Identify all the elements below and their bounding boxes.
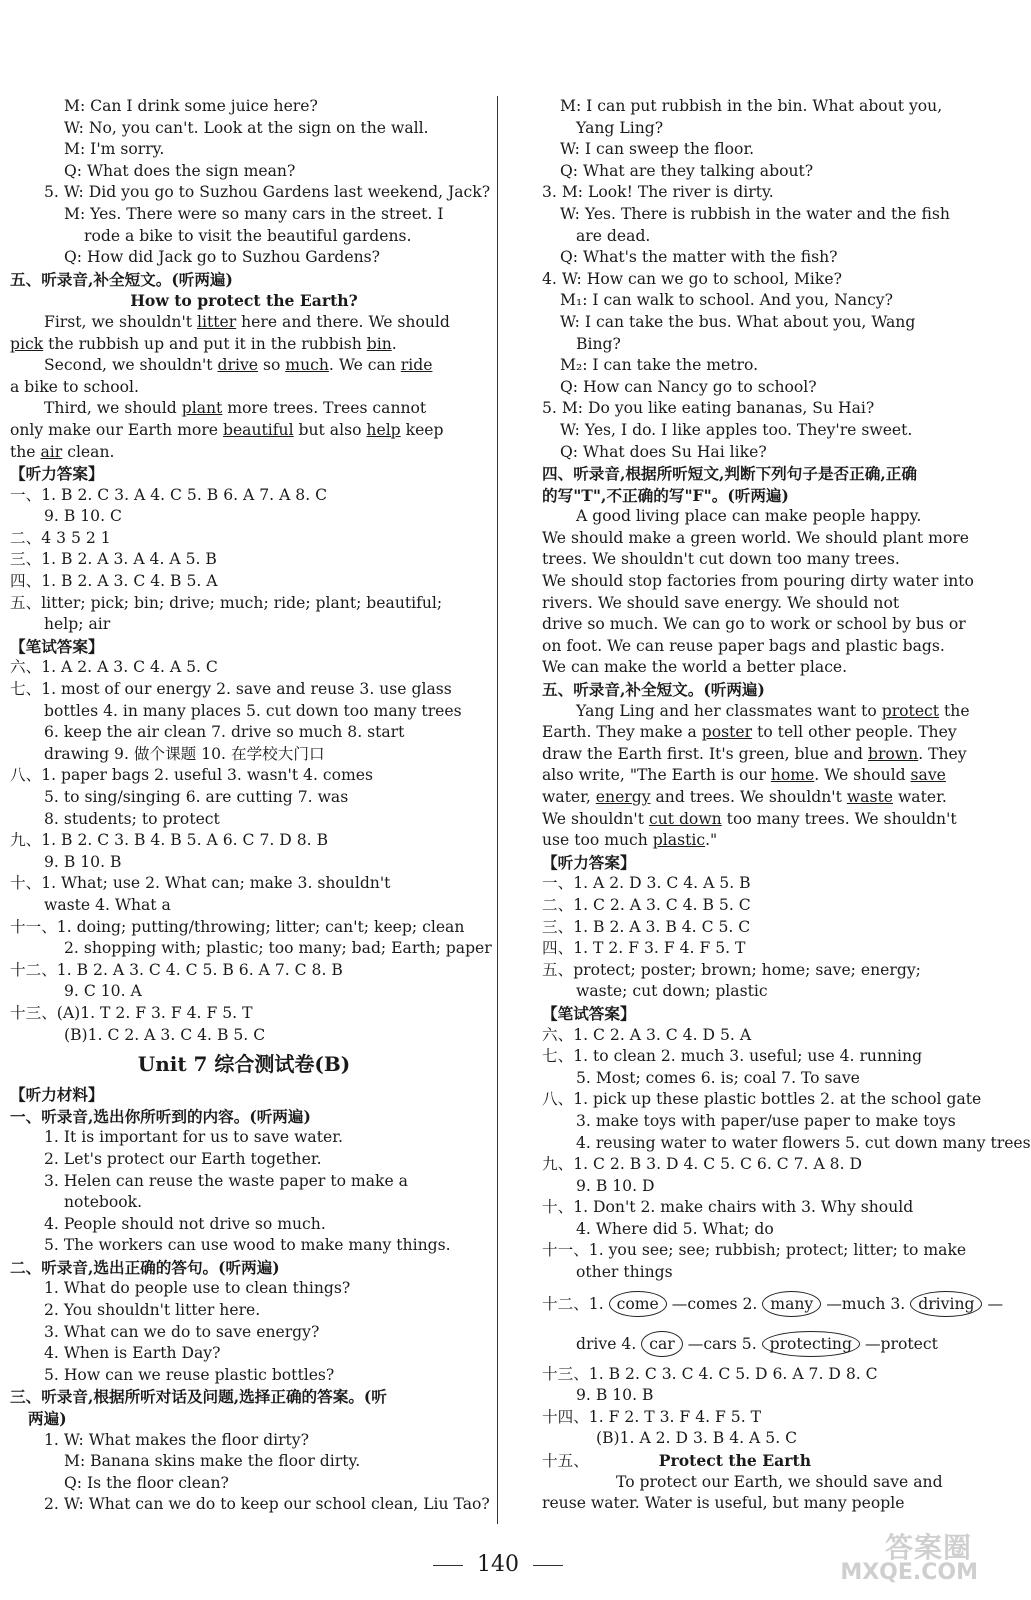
text-line: 八、1. paper bags 2. useful 3. wasn't 4. comes (10, 766, 374, 785)
passage-text: the rubbish up and put it in the rubbish (43, 334, 367, 353)
text-line: We should stop factories from pouring dirty water into (542, 572, 974, 591)
text-line: Q: What does Su Hai like? (560, 442, 767, 461)
passage-line (10, 312, 478, 334)
text-line: 二、听录音,选出正确的答句。(听两遍) (10, 1257, 280, 1277)
passage-line (542, 744, 986, 766)
filled-blank: waste (846, 788, 893, 806)
passage-text: Third, we should (44, 399, 182, 418)
text-line: 十二、1. B 2. A 3. C 4. C 5. B 6. A 7. C 8. B (10, 960, 343, 979)
text-line: 1. It is important for us to save water. (44, 1128, 343, 1147)
oval-row-answer: — (987, 1294, 1004, 1313)
text-line: 四、1. B 2. A 3. C 4. B 5. A (10, 572, 218, 591)
text-line: help; air (44, 615, 111, 634)
filled-blank: beautiful (222, 420, 294, 439)
text-line: W: I can sweep the floor. (560, 140, 755, 159)
text-line: 七、1. most of our energy 2. save and reuse 3. use glass (10, 680, 452, 699)
text-line: bottles 4. in many places 5. cut down too many trees (44, 701, 462, 720)
filled-blank: ride (400, 356, 433, 375)
passage-text: First, we shouldn't (44, 312, 197, 331)
text-line: Q: How did Jack go to Suzhou Gardens? (64, 248, 381, 267)
left-passage-block (10, 312, 478, 463)
text-line: 六、1. A 2. A 3. C 4. A 5. C (10, 658, 218, 677)
left-dialogue-block (10, 96, 491, 312)
text-line: 九、1. B 2. C 3. B 4. B 5. A 6. C 7. D 8. B (10, 831, 329, 850)
text-line: 3. M: Look! The river is dirty. (542, 183, 774, 202)
text-line: We should make a green world. We should plant more (542, 528, 970, 547)
oval-answer-row-1 (542, 1284, 1004, 1324)
passage-text: so (257, 356, 286, 375)
text-line: M: Can I drink some juice here? (64, 97, 318, 115)
passage-text: clean. (62, 442, 115, 461)
text-line: 5. W: Did you go to Suzhou Gardens last weekend, Jack? (44, 183, 491, 202)
passage-text: ." (705, 831, 718, 850)
filled-blank: cut down (648, 809, 722, 828)
text-line: 5. to sing/singing 6. are cutting 7. was (44, 788, 349, 806)
passage-text: Second, we shouldn't (44, 356, 218, 375)
text-line: reuse water. Water is useful, but many people (542, 1494, 905, 1513)
circled-word-come: come (609, 1291, 667, 1317)
filled-blank: poster (701, 723, 753, 742)
text-line: 十一、1. doing; putting/throwing; litter; can't; keep; clean (10, 917, 465, 936)
passage-line (10, 355, 478, 377)
right-dialogue-block (542, 96, 986, 701)
text-line: 六、1. C 2. A 3. C 4. D 5. A (542, 1025, 752, 1044)
text-line: 5. How can we reuse plastic bottles? (44, 1365, 335, 1384)
text-line: 两遍) (28, 1409, 67, 1429)
filled-blank: litter (196, 312, 237, 331)
circled-word-many: many (762, 1291, 821, 1317)
text-line: (B)1. C 2. A 3. C 4. B 5. C (64, 1025, 266, 1044)
filled-blank: air (40, 442, 63, 461)
filled-blank: plastic (652, 831, 706, 850)
oval-row-answer: —protect (864, 1334, 938, 1353)
filled-blank: save (910, 766, 946, 785)
text-line: 9. B 10. D (576, 1176, 655, 1195)
left-answer-block (10, 463, 492, 1046)
passage-line (10, 420, 478, 442)
text-line: Q: What does the sign mean? (64, 161, 296, 180)
text-line: 9. B 10. B (576, 1386, 654, 1405)
text-line: Q: What are they talking about? (560, 161, 814, 180)
passage-text: Earth. They make a (542, 723, 702, 742)
text-line: 1. W: What makes the floor dirty? (44, 1430, 309, 1449)
oval-row-answer: —cars 5. (687, 1334, 757, 1353)
text-line: Q: Is the floor clean? (64, 1473, 229, 1492)
passage-text: more trees. Trees cannot (222, 399, 427, 418)
oval-row-prefix: drive 4. (576, 1334, 637, 1353)
text-line: 9. C 10. A (64, 982, 142, 1001)
text-line: 1. What do people use to clean things? (44, 1279, 351, 1298)
text-line: 一、1. B 2. C 3. A 4. C 5. B 6. A 7. A 8. C (10, 485, 328, 504)
text-line: 8. students; to protect (44, 809, 220, 828)
text-line: 4. When is Earth Day? (44, 1344, 221, 1363)
text-line: Q: What's the matter with the fish? (560, 248, 838, 267)
text-line: waste; cut down; plastic (576, 982, 768, 1001)
text-line: 九、1. C 2. B 3. D 4. C 5. C 6. C 7. A 8. D (542, 1155, 863, 1174)
text-line: M: Banana skins make the floor dirty. (64, 1452, 361, 1471)
text-line: 八、1. pick up these plastic bottles 2. at the school gate (542, 1090, 982, 1109)
filled-blank: protect (881, 701, 940, 720)
text-line: 四、1. T 2. F 3. F 4. F 5. T (542, 939, 746, 958)
text-line: 9. B 10. C (44, 507, 122, 526)
text-line: Q: How can Nancy go to school? (560, 377, 817, 396)
text-line: rode a bike to visit the beautiful gardens. (84, 226, 412, 245)
passage-line (542, 830, 986, 852)
text-line: 5. Most; comes 6. is; coal 7. To save (576, 1068, 860, 1087)
text-line: 【笔试答案】 (542, 1003, 636, 1023)
text-line: M₂: I can take the metro. (560, 356, 759, 375)
text-line: Yang Ling? (576, 118, 664, 137)
text-line: 一、1. A 2. D 3. C 4. A 5. B (542, 874, 751, 893)
passage-text: use too much (542, 831, 653, 850)
right-answer-block (542, 852, 1031, 1284)
passage-text: to tell other people. They (752, 723, 957, 742)
passage-text: Yang Ling and her classmates want to (576, 701, 882, 720)
right-final-block (542, 1364, 986, 1515)
text-line: 【听力答案】 (10, 464, 104, 484)
text-line: We can make the world a better place. (542, 658, 848, 677)
watermark-url: MXQE.COM (840, 1560, 978, 1585)
text-line: 2. W: What can we do to keep our school clean, Liu Tao? (44, 1495, 490, 1514)
text-line: trees. We shouldn't cut down too many trees. (542, 550, 900, 569)
passage-text: keep (400, 420, 444, 439)
text-line: 3. Helen can reuse the waste paper to make a (44, 1171, 408, 1190)
text-line: M: I can put rubbish in the bin. What about you, (560, 97, 943, 115)
text-line: 五、听录音,补全短文。(听两遍) (542, 680, 765, 700)
text-line: 4. People should not drive so much. (44, 1214, 326, 1233)
text-line: 三、听录音,根据所听对话及问题,选择正确的答案。(听 (10, 1387, 387, 1407)
essay-title: Protect the Earth (658, 1451, 812, 1471)
text-line: M: I'm sorry. (64, 140, 165, 159)
filled-blank: much (285, 356, 329, 375)
left-column (10, 96, 492, 1516)
text-line: 9. B 10. B (44, 852, 122, 871)
text-line (542, 1450, 986, 1472)
text-line: 6. keep the air clean 7. drive so much 8. start (44, 723, 405, 742)
text-line: are dead. (576, 226, 651, 245)
text-line: M: Yes. There were so many cars in the street. I (64, 204, 444, 223)
text-line: 5. M: Do you like eating bananas, Su Hai? (542, 399, 875, 418)
filled-blank: brown (867, 744, 919, 763)
text-line: 二、1. C 2. A 3. C 4. B 5. C (542, 895, 751, 914)
oval-row-answer: —much 3. (826, 1294, 906, 1313)
filled-blank: energy (595, 788, 651, 806)
text-line: 三、1. B 2. A 3. B 4. C 5. C (542, 917, 751, 936)
text-line: 4. reusing water to water flowers 5. cut down many trees (576, 1133, 1031, 1152)
circled-word-car: car (641, 1331, 683, 1357)
text-line: 【笔试答案】 (10, 636, 104, 656)
passage-text: . We should (814, 766, 911, 785)
text-line: waste 4. What a (44, 895, 171, 914)
section-label: 十五、 (542, 1452, 589, 1471)
text-line: Bing? (576, 334, 621, 353)
text-line: To protect our Earth, we should save and (616, 1472, 943, 1491)
text-line: 十、1. What; use 2. What can; make 3. shouldn't (10, 874, 391, 893)
passage-text: also write, "The Earth is our (542, 766, 771, 785)
page-dash-left (433, 1565, 463, 1566)
text-line: 五、litter; pick; bin; drive; much; ride; plant; beautiful; (10, 593, 443, 612)
text-line: A good living place can make people happy. (576, 507, 922, 526)
text-line: 3. What can we do to save energy? (44, 1322, 320, 1341)
passage-text: and trees. We shouldn't (650, 788, 847, 806)
passage-line (542, 722, 986, 744)
filled-blank: help (366, 420, 401, 439)
text-line: W: No, you can't. Look at the sign on the wall. (64, 118, 429, 137)
text-line: notebook. (64, 1193, 143, 1212)
text-line: drawing 9. 做个课题 10. 在学校大门口 (44, 744, 325, 763)
passage-line (10, 334, 478, 356)
text-line: 【听力材料】 (10, 1085, 104, 1105)
filled-blank: plant (181, 399, 223, 418)
oval-row-answer: —comes 2. (671, 1294, 758, 1313)
passage-line (542, 765, 986, 787)
text-line: 十一、1. you see; see; rubbish; protect; litter; to make (542, 1241, 967, 1260)
text-line: rivers. We should save energy. We should not (542, 593, 900, 612)
text-line: 十、1. Don't 2. make chairs with 3. Why should (542, 1198, 914, 1217)
text-line: M₁: I can walk to school. And you, Nancy? (560, 291, 893, 310)
passage-line (10, 377, 478, 399)
text-line: on foot. We can reuse paper bags and plastic bags. (542, 636, 945, 655)
passage-text: . They (918, 744, 967, 763)
text-line: (B)1. A 2. D 3. B 4. A 5. C (596, 1429, 798, 1448)
text-line: W: Yes, I do. I like apples too. They're sweet. (560, 420, 913, 439)
passage-text: but also (293, 420, 367, 439)
text-line: 的写"T",不正确的写"F"。(听两遍) (542, 485, 789, 505)
passage-text: . We can (328, 356, 401, 375)
passage-line (542, 701, 986, 723)
circled-word-protecting: protecting (762, 1331, 860, 1357)
text-line: 5. The workers can use wood to make many things. (44, 1236, 451, 1255)
page-number-text: 140 (477, 1552, 519, 1577)
watermark-logo: 答案圈 (884, 1531, 972, 1564)
passage-text: water, (542, 788, 596, 806)
text-line: 一、听录音,选出你所听到的内容。(听两遍) (10, 1106, 311, 1126)
text-line: How to protect the Earth? (130, 291, 358, 311)
text-line: W: Yes. There is rubbish in the water and the fish (560, 204, 950, 223)
oval-row-prefix: 十二、1. (542, 1294, 604, 1313)
left-listening-material (10, 1084, 490, 1516)
text-line: 三、1. B 2. A 3. A 4. A 5. B (10, 550, 217, 569)
filled-blank: pick (10, 334, 44, 353)
text-line: 二、4 3 5 2 1 (10, 528, 111, 547)
text-line: 3. make toys with paper/use paper to make toys (576, 1111, 956, 1130)
text-line: 七、1. to clean 2. much 3. useful; use 4. running (542, 1047, 923, 1066)
text-line: 十三、1. B 2. C 3. C 4. C 5. D 6. A 7. D 8. C (542, 1364, 878, 1383)
passage-line (542, 809, 986, 831)
unit-title: Unit 7 综合测试卷(B) (137, 1052, 351, 1077)
text-line: drive so much. We can go to work or school by bus or (542, 615, 966, 634)
passage-text: . (391, 334, 397, 353)
passage-text: too many trees. We shouldn't (721, 809, 957, 828)
text-line: 2. You shouldn't litter here. (44, 1301, 261, 1320)
passage-text: draw the Earth first. It's green, blue and (542, 744, 868, 763)
text-line: 4. W: How can we go to school, Mike? (542, 269, 842, 288)
oval-answer-row-2 (542, 1324, 986, 1364)
circled-word-driving: driving (910, 1291, 982, 1317)
text-line: other things (576, 1263, 673, 1282)
passage-line (542, 787, 986, 809)
passage-text: the (10, 442, 41, 461)
text-line: 十三、(A)1. T 2. F 3. F 4. F 5. T (10, 1003, 253, 1022)
text-line: 十四、1. F 2. T 3. F 4. F 5. T (542, 1407, 762, 1426)
passage-text: here and there. We should (236, 312, 450, 331)
right-passage-block (542, 701, 986, 852)
text-line: 2. Let's protect our Earth together. (44, 1149, 322, 1168)
column-divider (497, 96, 498, 1524)
text-line: 五、protect; poster; brown; home; save; energy; (542, 960, 921, 979)
filled-blank: drive (217, 356, 258, 375)
text-line: 【听力答案】 (542, 852, 636, 872)
passage-text: We shouldn't (542, 809, 649, 828)
page-dash-right (533, 1565, 563, 1566)
filled-blank: bin (366, 334, 392, 353)
filled-blank: home (770, 766, 815, 785)
passage-line (10, 398, 478, 420)
text-line: 五、听录音,补全短文。(听两遍) (10, 269, 233, 289)
text-line: W: I can take the bus. What about you, Wang (560, 312, 916, 331)
passage-text: the (939, 701, 970, 720)
passage-text: only make our Earth more (10, 420, 223, 439)
text-line: 四、听录音,根据所听短文,判断下列句子是否正确,正确 (542, 464, 917, 484)
right-column (542, 96, 1031, 1515)
text-line: 2. shopping with; plastic; too many; bad; Earth; paper (64, 939, 492, 958)
passage-text: a bike to school. (10, 377, 139, 396)
passage-text: water. (892, 788, 947, 806)
passage-line (10, 442, 478, 464)
text-line: 4. Where did 5. What; do (576, 1219, 774, 1238)
